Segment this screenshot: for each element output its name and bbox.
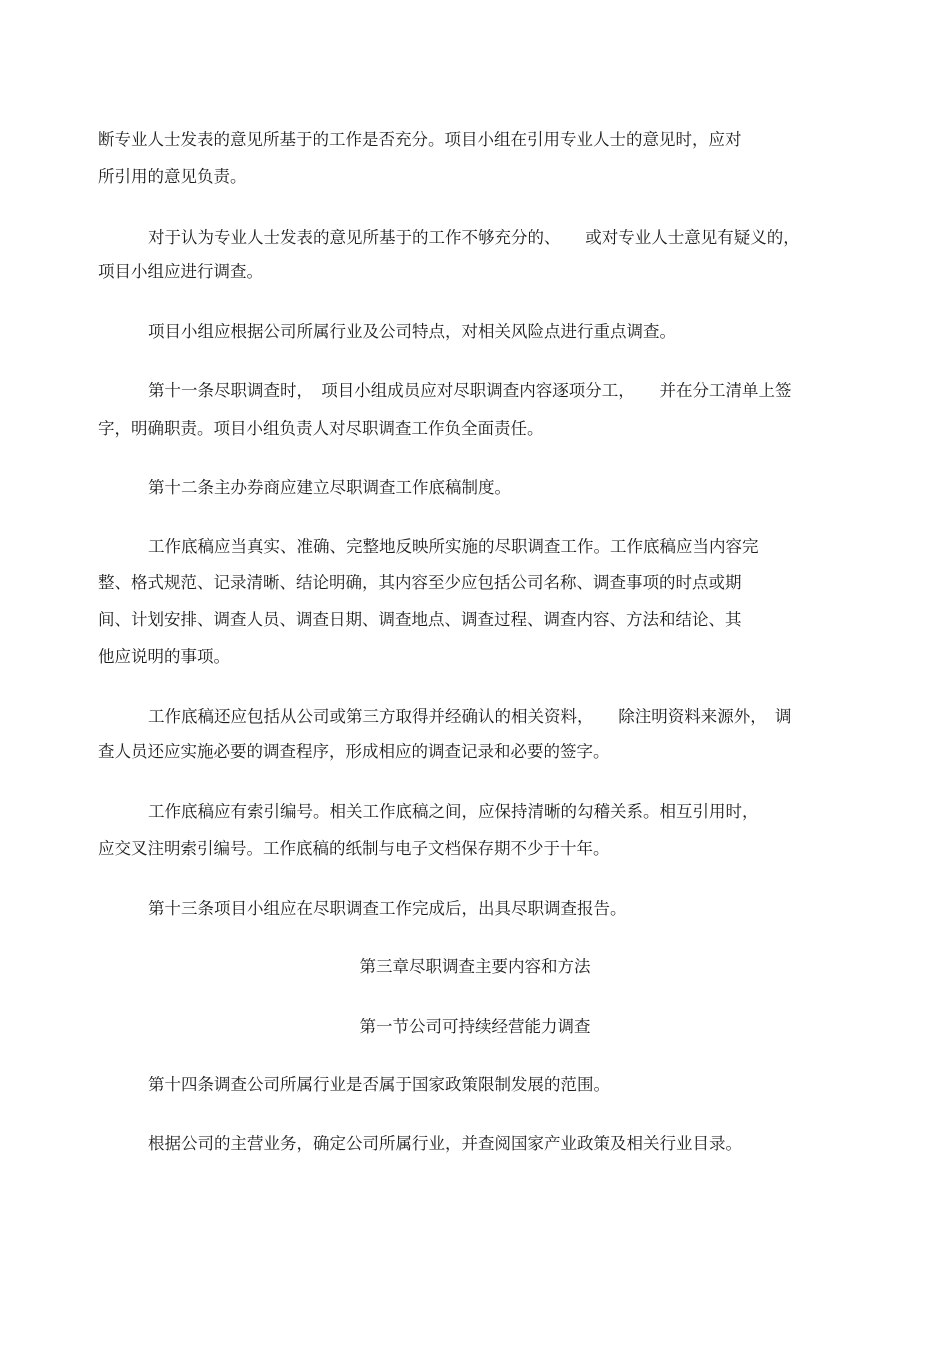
paragraph-line: 字，明确职责。项目小组负责人对尽职调查工作负全面责任。 — [98, 419, 544, 438]
paragraph-line: 应交叉注明索引编号。工作底稿的纸制与电子文档保存期不少于十年。 — [98, 839, 610, 858]
paragraph-line: 断专业人士发表的意见所基于的工作是否充分。项目小组在引用专业人士的意见时，应对 — [98, 130, 742, 149]
paragraph-line: 整、格式规范、记录清晰、结论明确，其内容至少应包括公司名称、调查事项的时点或期 — [98, 573, 742, 592]
paragraph-line: 第十二条主办券商应建立尽职调查工作底稿制度。 — [148, 478, 511, 497]
paragraph-line: 查人员还应实施必要的调查程序，形成相应的调查记录和必要的签字。 — [98, 742, 610, 761]
paragraph-line: 所引用的意见负责。 — [98, 167, 247, 186]
paragraph-line: 第十三条项目小组应在尽职调查工作完成后，出具尽职调查报告。 — [148, 899, 627, 918]
paragraph-line: 项目小组应根据公司所属行业及公司特点，对相关风险点进行重点调查。 — [148, 322, 676, 341]
paragraph-line: 间、计划安排、调查人员、调查日期、调查地点、调查过程、调查内容、方法和结论、其 — [98, 610, 742, 629]
paragraph-line: 工作底稿应有索引编号。相关工作底稿之间，应保持清晰的勾稽关系。相互引用时， — [148, 802, 759, 821]
paragraph-line: 对于认为专业人士发表的意见所基于的工作不够充分的、 或对专业人士意见有疑义的， — [148, 228, 800, 247]
paragraph-line: 工作底稿还应包括从公司或第三方取得并经确认的相关资料， 除注明资料来源外， 调 — [148, 707, 792, 726]
paragraph-line: 项目小组应进行调查。 — [98, 262, 263, 281]
paragraph-line: 根据公司的主营业务，确定公司所属行业，并查阅国家产业政策及相关行业目录。 — [148, 1134, 742, 1153]
paragraph-line: 第十四条调查公司所属行业是否属于国家政策限制发展的范围。 — [148, 1075, 610, 1094]
paragraph-line: 第十一条尽职调查时， 项目小组成员应对尽职调查内容逐项分工， 并在分工清单上签 — [148, 381, 792, 400]
paragraph-line: 工作底稿应当真实、准确、完整地反映所实施的尽职调查工作。工作底稿应当内容完 — [148, 537, 759, 556]
paragraph-line: 他应说明的事项。 — [98, 647, 230, 666]
section-heading: 第一节公司可持续经营能力调查 — [359, 1017, 591, 1036]
chapter-heading: 第三章尽职调查主要内容和方法 — [359, 957, 591, 976]
